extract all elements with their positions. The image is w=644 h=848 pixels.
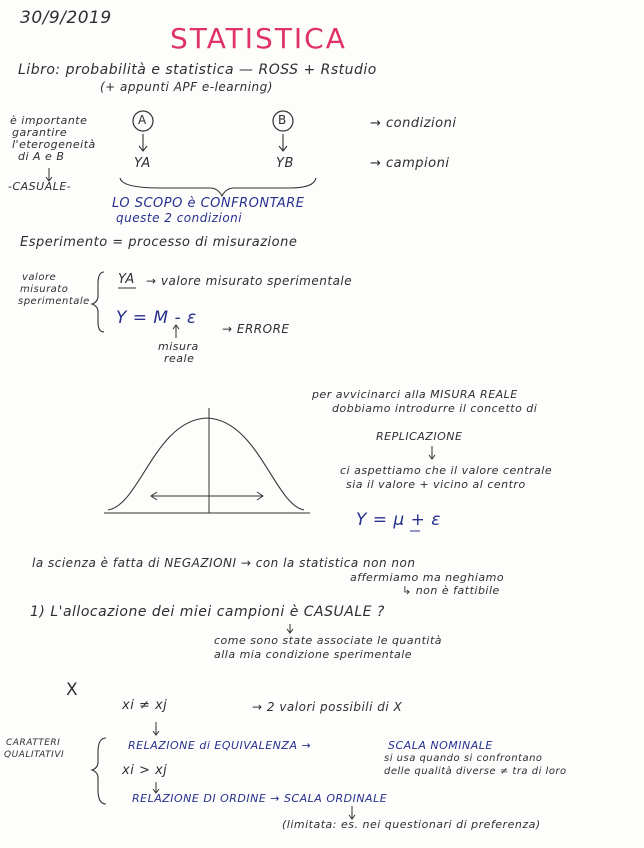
answer-line-2: alla mia condizione sperimentale	[214, 648, 413, 661]
caratteri-label-2: QUALITATIVI	[4, 750, 65, 760]
scala-nominale: SCALA NOMINALE	[388, 739, 493, 752]
brace-caratteri-icon	[92, 738, 106, 804]
scienza-line-3: ↳ non è fattibile	[402, 584, 500, 597]
book-line-1: Libro: probabilità e statistica — ROSS + Rstudio	[18, 62, 377, 78]
valore-label-2: misurato	[20, 284, 69, 295]
brace-valore-icon	[92, 272, 104, 332]
misura-text: misura	[158, 340, 199, 353]
label-b: B	[278, 113, 287, 127]
arrow-a-down-icon	[139, 134, 147, 151]
limitata-text: (limitata: es. nei questionari di preferenza)	[282, 818, 541, 831]
note-garantire: garantire	[12, 126, 68, 139]
reale-text: reale	[164, 352, 195, 365]
xi-neq-xj: xi ≠ xj	[122, 698, 168, 713]
valore-ya-desc: → valore misurato sperimentale	[146, 274, 353, 288]
esperimento-text: Esperimento = processo di misurazione	[20, 235, 298, 250]
scienza-line-1: la scienza è fatta di NEGAZIONI → con la statistica non non	[32, 556, 416, 570]
formula-y-mu-e: Y = μ + ε	[356, 510, 441, 530]
arrow-replicazione-icon	[429, 446, 435, 459]
x-symbol: X	[66, 680, 79, 700]
note-importante: è importante	[10, 114, 88, 127]
condizioni-text: → condizioni	[370, 116, 457, 131]
book-line-2: (+ appunti APF e-learning)	[100, 80, 273, 94]
xi-gt-xj: xi > xj	[122, 763, 168, 778]
note-eterogeneita: l'eterogeneità	[12, 138, 96, 151]
scopo-line-1: LO SCOPO è CONFRONTARE	[112, 196, 305, 211]
valore-ya: YA	[118, 272, 135, 287]
replicazione-line-1: per avvicinarci alla MISURA REALE	[312, 388, 518, 401]
caratteri-label-1: CARATTERI	[6, 738, 61, 748]
answer-line-1: come sono state associate le quantità	[214, 634, 443, 647]
nominale-desc-2: delle qualità diverse ≠ tra di loro	[384, 766, 567, 777]
replicazione-line-2: dobbiamo introdurre il concetto di	[332, 402, 538, 415]
scopo-line-2: queste 2 condizioni	[116, 211, 243, 225]
arrow-b-down-icon	[279, 134, 287, 151]
question-text: 1) L'allocazione dei miei campioni è CASUALE ?	[30, 604, 385, 620]
neq-desc: → 2 valori possibili di X	[252, 700, 403, 714]
replicazione-line-3: ci aspettiamo che il valore centrale	[340, 464, 553, 477]
note-ab: di A e B	[18, 150, 65, 163]
label-yb: YB	[276, 156, 294, 171]
equivalenza-text: RELAZIONE di EQUIVALENZA →	[128, 739, 312, 752]
replicazione-title: REPLICAZIONE	[376, 430, 463, 443]
page-title: STATISTICA	[170, 22, 347, 55]
ordine-text: RELAZIONE DI ORDINE → SCALA ORDINALE	[132, 792, 388, 805]
arrow-equiv-icon	[153, 722, 159, 735]
arrow-question-icon	[287, 624, 293, 633]
double-arrow-icon	[151, 492, 263, 500]
casuale-text: -CASUALE-	[8, 180, 72, 193]
date-text: 30/9/2019	[20, 8, 112, 28]
nominale-desc-1: si usa quando si confrontano	[384, 753, 543, 764]
scienza-line-2: affermiamo ma neghiamo	[350, 571, 505, 584]
label-a: A	[138, 113, 147, 127]
campioni-text: → campioni	[370, 156, 450, 171]
brace-icon	[120, 178, 316, 196]
formula-y-m-e: Y = M - ε	[116, 308, 197, 328]
valore-label-1: valore	[22, 272, 57, 283]
label-ya: YA	[134, 156, 151, 171]
replicazione-line-4: sia il valore + vicino al centro	[346, 478, 526, 491]
errore-text: → ERRORE	[222, 322, 290, 336]
valore-label-3: sperimentale	[18, 296, 90, 307]
